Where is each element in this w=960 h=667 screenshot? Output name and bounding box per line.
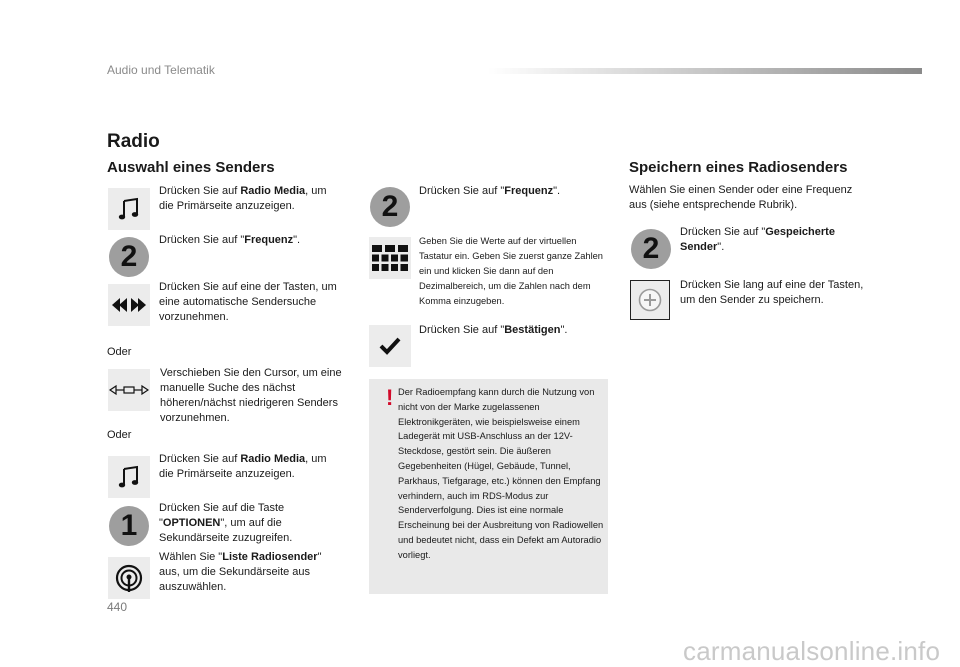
step-number-badge: 2 xyxy=(109,237,149,277)
music-note-icon xyxy=(108,456,150,498)
checkmark-icon xyxy=(369,325,411,367)
music-note-icon xyxy=(108,188,150,230)
oder-label: Oder xyxy=(107,346,132,358)
preset-add-icon xyxy=(630,280,670,320)
left-heading: Auswahl eines Senders xyxy=(107,159,275,176)
step-number-badge: 2 xyxy=(370,187,410,227)
left-step6-text: Drücken Sie auf die Taste "OPTIONEN", um auf die Sekundärseite zuzugreifen. xyxy=(159,502,293,544)
header-rule xyxy=(488,68,922,74)
warning-box xyxy=(369,379,608,594)
seek-arrows-icon xyxy=(108,284,150,326)
keyboard-icon xyxy=(369,237,411,279)
page-number: 440 xyxy=(107,600,128,614)
radio-antenna-icon xyxy=(108,557,150,599)
warning-text: Der Radioempfang kann durch die Nutzung von nicht von der Marke zugelassenen Elektronikgeräten, wie beispielsweise einem Ladegerät mit USB-Anschluss an der 12V-Steckdose, gestört sein. Die äußeren Gegebenheiten (Hügel, Gebäude, Tunnel, Parkhaus, Tiefgarage, etc.) können den Empfang verhindern, auch im RDS-Modus zur Senderverfolgung. Dies ist eine normale Erscheinung bei der Ausbreitung von Radiowellen und bedeutet nicht, dass ein Defekt am Autoradio vorliegt. xyxy=(398,387,604,560)
middle-step3-text: Drücken Sie auf "Bestätigen". xyxy=(419,324,568,336)
middle-step2-text: Geben Sie die Werte auf der virtuellen Tastatur ein. Geben Sie zuerst ganze Zahlen ein und klicken Sie dann auf den Dezimalbereich, um die Zahlen nach dem Komma einzugeben. xyxy=(419,236,603,306)
page-title: Radio xyxy=(107,131,160,152)
left-step3-text: Drücken Sie auf eine der Tasten, um eine automatische Sendersuche vorzunehmen. xyxy=(159,281,337,323)
right-heading: Speichern eines Radiosenders xyxy=(629,159,848,176)
left-step7-text: Wählen Sie "Liste Radiosender" aus, um die Sekundärseite aus auszuwählen. xyxy=(159,551,322,593)
right-step1-text: Drücken Sie auf "Gespeicherte Sender". xyxy=(680,226,835,253)
left-step5-text: Drücken Sie auf Radio Media, um die Primärseite anzuzeigen. xyxy=(159,453,327,480)
step-number-badge: 1 xyxy=(109,506,149,546)
left-step4-text: Verschieben Sie den Cursor, um eine manuelle Suche des nächst höheren/nächst niedrigeren Senders vorzunehmen. xyxy=(160,367,342,424)
left-step1-text: Drücken Sie auf Radio Media, um die Primärseite anzuzeigen. xyxy=(159,185,327,212)
oder-label: Oder xyxy=(107,429,132,441)
left-step2-text: Drücken Sie auf "Frequenz". xyxy=(159,234,301,246)
slider-cursor-icon xyxy=(108,369,150,411)
right-intro-text: Wählen Sie einen Sender oder eine Frequenz aus (siehe entsprechende Rubrik). xyxy=(629,184,853,211)
warning-icon: ! xyxy=(386,385,394,410)
right-step2-text: Drücken Sie lang auf eine der Tasten, um den Sender zu speichern. xyxy=(680,279,864,306)
watermark: carmanualsonline.info xyxy=(683,636,941,666)
section-header: Audio und Telematik xyxy=(107,63,215,77)
middle-step1-text: Drücken Sie auf "Frequenz". xyxy=(419,185,561,197)
step-number-badge: 2 xyxy=(631,229,671,269)
